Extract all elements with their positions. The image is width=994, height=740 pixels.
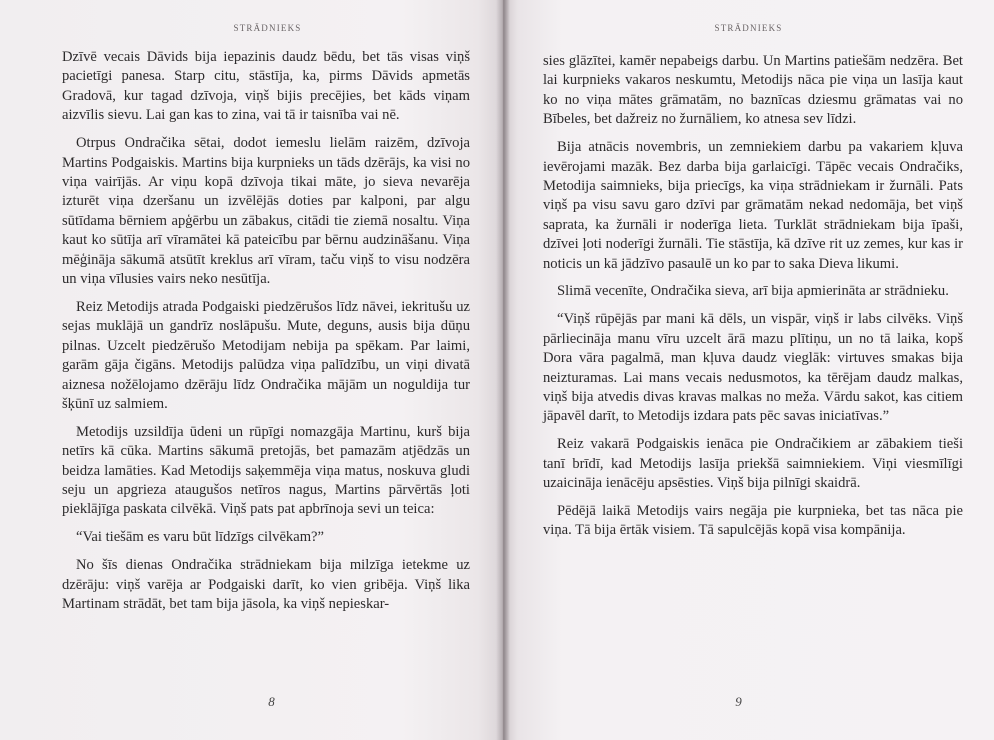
running-head: STRĀDNIEKS <box>233 23 302 33</box>
running-head: STRĀDNIEKS <box>714 23 783 33</box>
body-text <box>62 48 470 623</box>
quote-paragraph: “Vai tiešām es varu būt līdzīgs cilvēkam?” <box>76 529 325 546</box>
quote-paragraph: “Viņš rūpējās par mani kā dēls, un vispār, viņš ir labs cilvēks. Viņš pārliecināja manu vīru uzcelt ārā mazu plītiņu, un no tā laika, kopš Dora vāra pagalmā, man kļuva daudz vieglāk: virtuves smakas bija neizturamas. Lai mans vecais nedusmotos, ka tērējam daudz malkas, viņš bija atvedis divas kravas malkas no meža. Vārdu sakot, kas citiem jāpavēl darīt, to Metodijs izdara pats pēc savas iniciatīvas.” <box>543 311 963 425</box>
paragraph: Pēdējā laikā Metodijs vairs negāja pie kurpnieka, bet tas nāca pie viņa. Tā bija ērtāk visiem. Tā sapulcējās kopā visa kompānija. <box>543 503 963 539</box>
paragraph: Reiz Metodijs atrada Podgaiski piedzērušos līdz nāvei, iekritušu uz sejas muklājā un gandrīz noslāpušu. Mute, deguns, ausis bija dūņu pilnas. Uzcelt piedzērušo Metodijam nebija pa spēkam. Par laimi, garām gāja čigāns. Metodijs palūdza viņa palīdzību, un viņi divatā aiznesa nožēlojamo dzērāju līdz Ondračika mājām un noguldija tur šķūnī uz salmiem. <box>62 298 470 412</box>
page-number: 8 <box>268 694 275 709</box>
paragraph: No šīs dienas Ondračika strādniekam bija milzīga ietekme uz dzērāju: viņš varēja ar Podgaiski darīt, ko vien gribēja. Viņš lika Martinam strādāt, bet tam bija jāsola, ka viņš nepieskar- <box>62 557 470 613</box>
paragraph: Metodijs uzsildīja ūdeni un rūpīgi nomazgāja Martinu, kurš bija netīrs kā cūka. Martins sākumā pretojās, bet pamazām atjēdzās un beidza lamāties. Kad Metodijs saķemmēja viņa matus, noskuva gludi seju un apgrieza ataugušos netīros nagus, Martins pārvērtās ļoti pieklājīga paskata cilvēkā. Viņš pats pat apbrīnoja sevi un teica: <box>62 423 470 518</box>
paragraph: Slimā vecenīte, Ondračika sieva, arī bija apmierināta ar strādnieku. <box>557 283 949 300</box>
page-number: 9 <box>735 694 742 709</box>
paragraph: Bija atnācis novembris, un zemniekiem darbu pa vakariem kļuva ievērojami mazāk. Bez darba bija garlaicīgi. Tāpēc vecais Ondračiks, Metodija saimnieks, bija priecīgs, ka viņa strādniekam ir žurnāli. Pats viņš pa visu savu garo dzīvi par grāmatām nekad nedomāja, bet viņš saprata, ka žurnāli ir noderīga lieta. Turklāt strādniekam bija īpaši, dzīvei ļoti noderīgi žurnāli. Tie stāstīja, kā dzīve rit uz zemes, kur kas ir noticis un kā jādzīvo pasaulē un ko par to saka Dieva likumi. <box>543 139 963 272</box>
paragraph: Reiz vakarā Podgaiskis ienāca pie Ondračikiem ar zābakiem tieši tanī brīdī, kad Metodijs lasīja priekšā saimniekiem. Viņi viesmīlīgi uzaicināja ienācēju apsēsties. Viņš bija pilnīgi skaidrā. <box>543 436 963 492</box>
body-text <box>543 52 963 549</box>
paragraph: Otrpus Ondračika sētai, dodot iemeslu lielām raizēm, dzīvoja Martins Podgaiskis. Martins bija kurpnieks un tāds dzērājs, ka visi no viņa vairījās. Ar viņu kopā dzīvoja tikai māte, jo sieva nevarēja izturēt viņa dzeršanu un izvēlējās doties par kalponi, par algu sūtīdama bērniem apģērbu un zābakus, citādi tie ziemā nosaltu. Viņa kaut ko sūtīja arī vīramātei kā pateicību par bērnu audzināšanu. Viņa mēģināja sākumā atsūtīt kreklus arī vīram, taču viņš to visu nodzēra un viņa vīlusies vairs neko nesūtīja. <box>62 135 470 287</box>
paragraph: Dzīvē vecais Dāvids bija iepazinis daudz bēdu, bet tās visas viņš pacietīgi panesa. Starp citu, stāstīja, ka, pirms Dāvids apmetās Gradovā, kur tagad dzīvoja, viņš bijis precējies, bet kāds viņam aizvīlis sievu. Lai gan kas to zina, vai tā ir taisnība vai nē. <box>62 49 470 124</box>
right-page <box>503 0 994 740</box>
paragraph: sies glāzītei, kamēr nepabeigs darbu. Un Martins patiešām nedzēra. Bet lai kurpnieks vakaros neskumtu, Metodijs nāca pie viņa un lasīja kaut ko no viņa mātes grāmatām, no baznīcas dziesmu grāmatas vai no Bībeles, bet dažreiz no žurnāliem, ko atnesa sev līdzi. <box>543 53 963 128</box>
